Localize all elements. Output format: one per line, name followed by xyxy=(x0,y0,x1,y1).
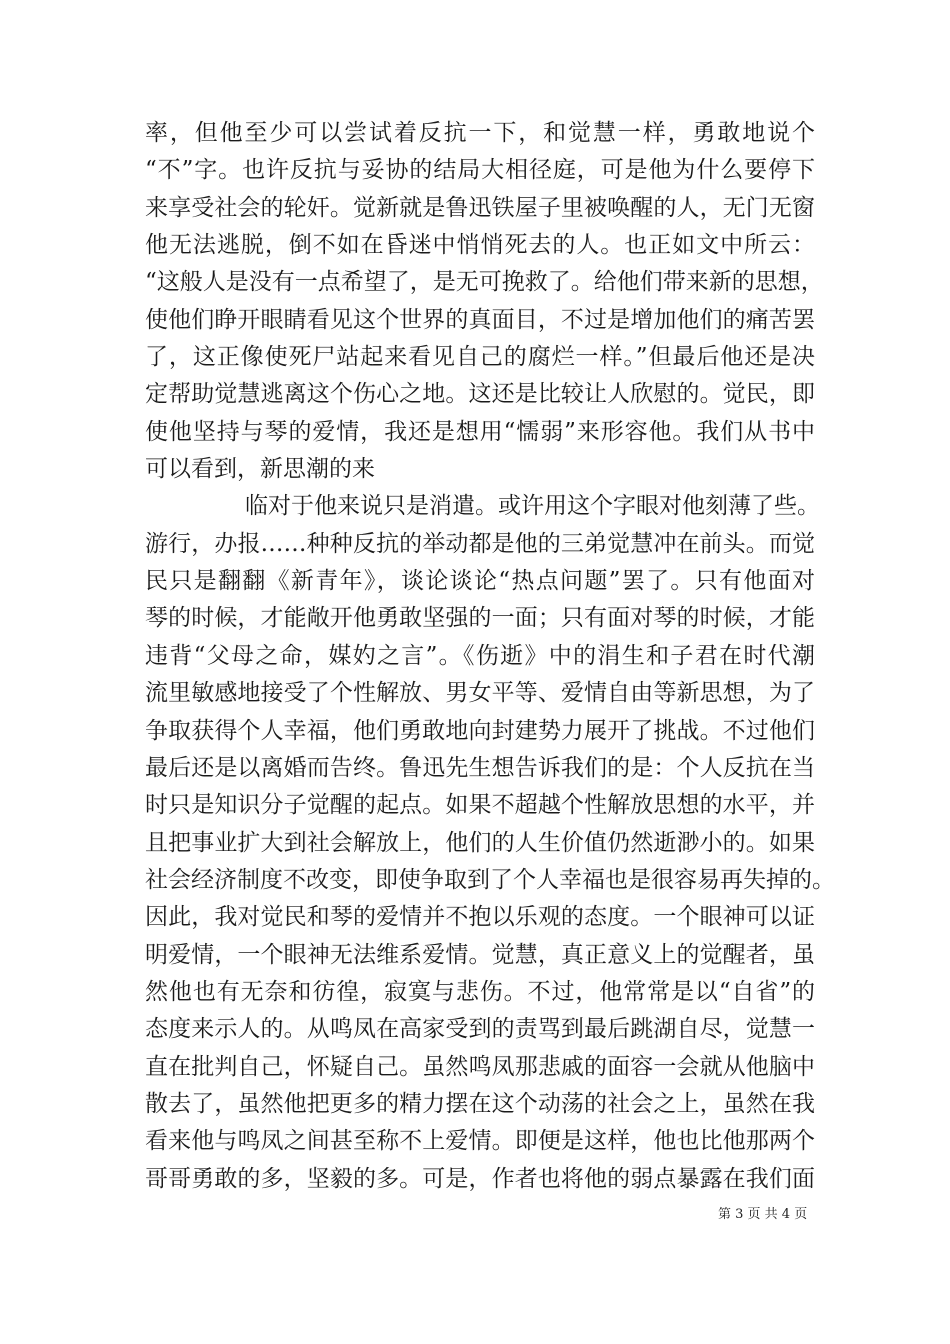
text-line: 态度来示人的。从鸣凤在高家受到的责骂到最后跳湖自尽，觉慧一 xyxy=(145,1016,815,1043)
text-line: 使他们睁开眼睛看见这个世界的真面目，不过是增加他们的痛苦罢 xyxy=(145,306,815,333)
body-text xyxy=(145,115,835,1198)
text-line: 临对于他来说只是消遣。或许用这个字眼对他刻薄了些。 xyxy=(245,493,820,520)
text-line: 哥哥勇敢的多，坚毅的多。可是，作者也将他的弱点暴露在我们面 xyxy=(145,1165,815,1192)
text-line: 流里敏感地接受了个性解放、男女平等、爱情自由等新思想，为了 xyxy=(145,680,815,707)
text-line: 了，这正像使死尸站起来看见自己的腐烂一样。”但最后他还是决 xyxy=(145,344,815,371)
text-line: 他无法逃脱，倒不如在昏迷中悄悄死去的人。也正如文中所云： xyxy=(145,232,815,259)
text-line: 最后还是以离婚而告终。鲁迅先生想告诉我们的是：个人反抗在当 xyxy=(145,754,815,781)
text-line: 明爱情，一个眼神无法维系爱情。觉慧，真正意义上的觉醒者，虽 xyxy=(145,941,815,968)
text-line: 违背“父母之命，媒妁之言”。《伤逝》中的涓生和子君在时代潮 xyxy=(145,642,815,669)
text-line: 且把事业扩大到社会解放上，他们的人生价值仍然逝渺小的。如果 xyxy=(145,829,815,856)
text-line: 定帮助觉慧逃离这个伤心之地。这还是比较让人欣慰的。觉民，即 xyxy=(145,381,815,408)
text-line: 来享受社会的轮奸。觉新就是鲁迅铁屋子里被唤醒的人，无门无窗 xyxy=(145,194,815,221)
page-number-footer: 第 3 页 共 4 页 xyxy=(718,1207,808,1222)
text-line: 琴的时候，才能敞开他勇敢坚强的一面；只有面对琴的时候，才能 xyxy=(145,605,815,632)
text-line: 社会经济制度不改变，即使争取到了个人幸福也是很容易再失掉的。 xyxy=(145,866,835,893)
text-line: “这般人是没有一点希望了，是无可挽救了。给他们带来新的思想， xyxy=(145,269,824,296)
text-line: 使他坚持与琴的爱情，我还是想用“懦弱”来形容他。我们从书中 xyxy=(145,418,815,445)
text-line: “不”字。也许反抗与妥协的结局大相径庭，可是他为什么要停下 xyxy=(145,157,815,184)
text-line: 可以看到，新思潮的来 xyxy=(145,456,375,483)
text-line: 散去了，虽然他把更多的精力摆在这个动荡的社会之上，虽然在我 xyxy=(145,1090,815,1117)
text-line: 率，但他至少可以尝试着反抗一下，和觉慧一样，勇敢地说个 xyxy=(145,120,815,146)
text-line: 直在批判自己，怀疑自己。虽然鸣凤那悲戚的面容一会就从他脑中 xyxy=(145,1053,815,1080)
text-line: 争取获得个人幸福，他们勇敢地向封建势力展开了挑战。不过他们 xyxy=(145,717,815,744)
text-line: 时只是知识分子觉醒的起点。如果不超越个性解放思想的水平，并 xyxy=(145,792,815,819)
text-line: 看来他与鸣凤之间甚至称不上爱情。即便是这样，他也比他那两个 xyxy=(145,1128,815,1155)
text-line: 因此，我对觉民和琴的爱情并不抱以乐观的态度。一个眼神可以证 xyxy=(145,904,815,931)
text-line: 游行，办报……种种反抗的举动都是他的三弟觉慧冲在前头。而觉 xyxy=(145,530,815,557)
text-line: 民只是翻翻《新青年》，谈论谈论“热点问题”罢了。只有他面对 xyxy=(145,568,815,595)
text-line: 然他也有无奈和彷徨，寂寞与悲伤。不过，他常常是以“自省”的 xyxy=(145,978,815,1005)
